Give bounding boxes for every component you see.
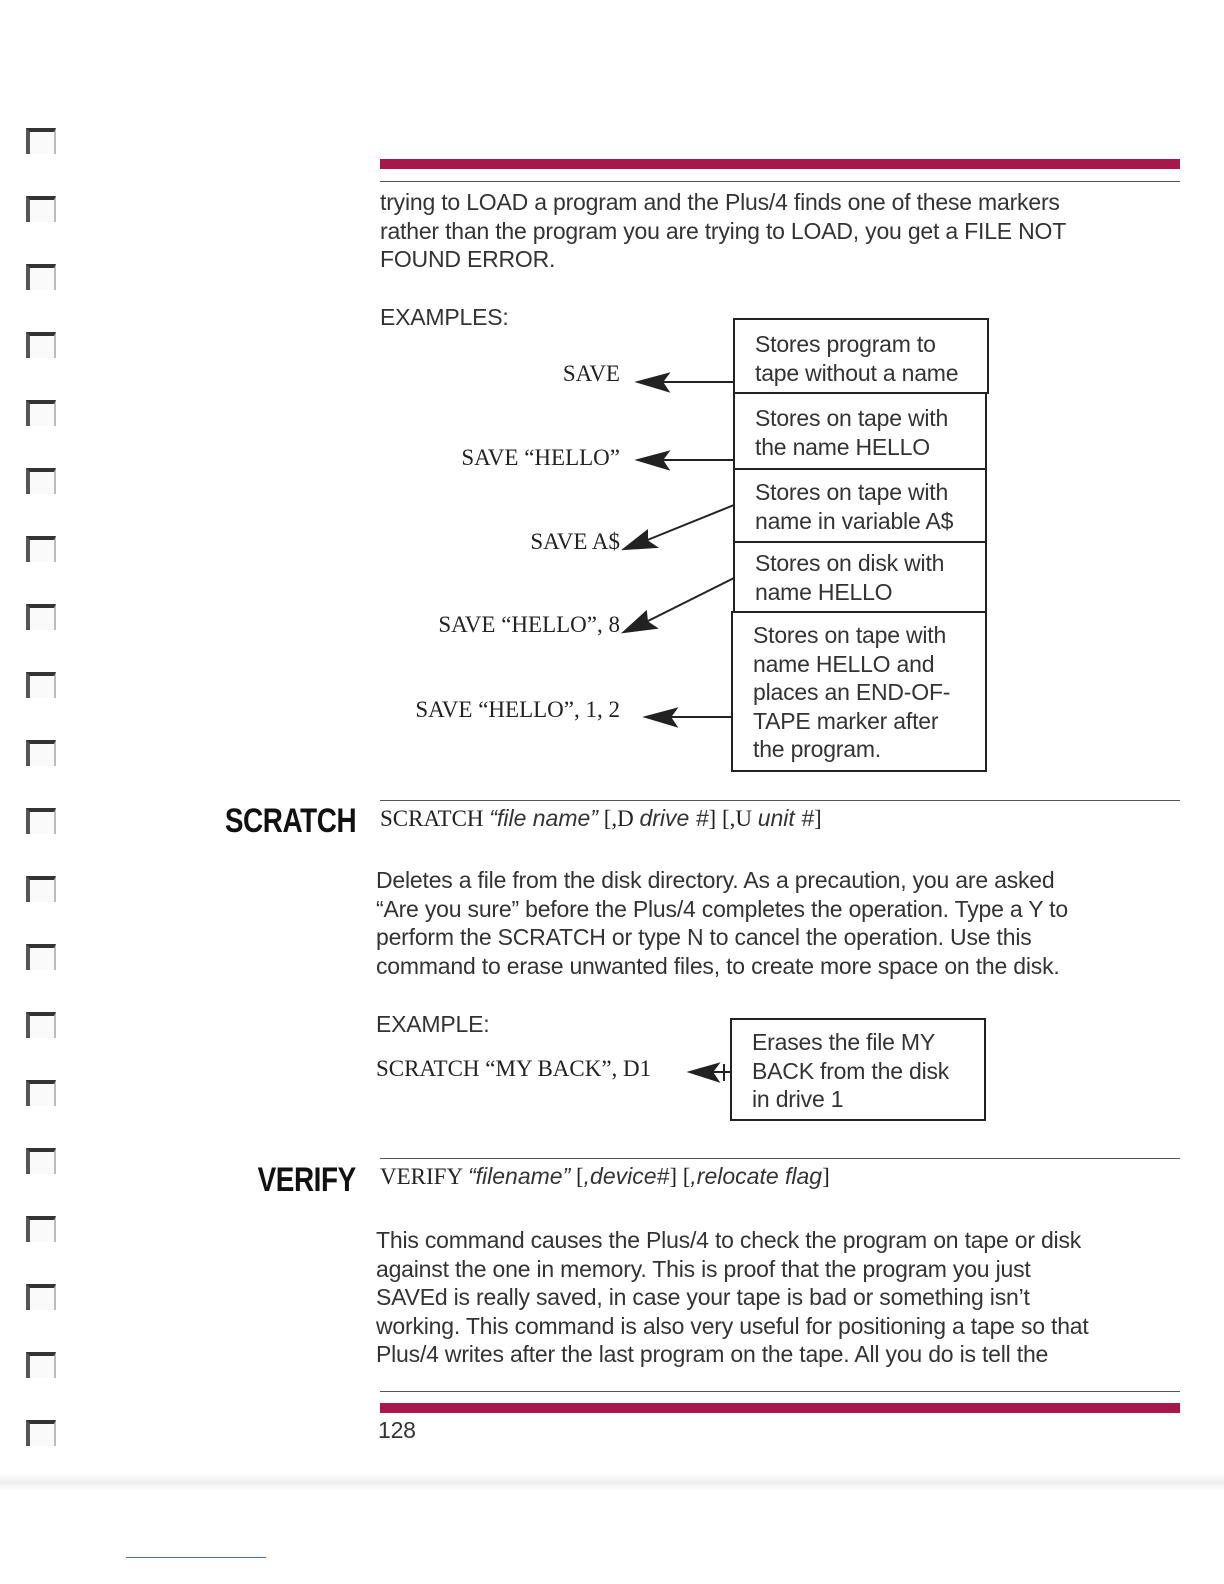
arrow-head <box>638 374 668 391</box>
arrow-head <box>646 709 676 726</box>
scratch-example-label: EXAMPLE: <box>376 1011 490 1037</box>
scratch-rule <box>380 800 1180 801</box>
save-example-command: SAVE <box>562 361 620 386</box>
arrow-head <box>638 452 668 469</box>
save-description-box: Stores on disk with name HELLO <box>733 541 987 613</box>
verify-description: This command causes the Plus/4 to check the program on tape or disk against the one in memory. This is proof that the program you just SAVEd is really saved, in case your tape is bad or something isn’t working. This command is also very useful for positioning a tape so that Plus/4 writes after the last program on the tape. All you do is tell the <box>376 1227 1089 1367</box>
scratch-example-note: Erases the file MY BACK from the disk in drive 1 <box>730 1018 986 1121</box>
verify-heading: VERIFY <box>257 1161 356 1199</box>
scratch-syntax: SCRATCH “file name” [,D drive #] [,U unit #] <box>380 805 822 831</box>
save-example-command: SAVE “HELLO”, 8 <box>438 612 620 637</box>
intro-paragraph: trying to LOAD a program and the Plus/4 finds one of these markers rather than the program you are trying to LOAD, you get a FILE NOT FOUND ERROR. <box>380 189 1067 272</box>
save-description-box: Stores on tape with name in variable A$ <box>733 468 987 543</box>
save-description-box: Stores program to tape without a name <box>733 318 989 394</box>
arrow-line <box>640 505 734 543</box>
examples-label: EXAMPLES: <box>380 304 509 330</box>
verify-syntax: VERIFY “filename” [,device#] [,relocate flag] <box>380 1163 830 1189</box>
save-example-command: SAVE “HELLO” <box>461 445 620 470</box>
save-example-command: SAVE A$ <box>530 529 620 554</box>
verify-rule <box>380 1158 1180 1159</box>
save-description-box: Stores on tape with the name HELLO <box>733 392 987 470</box>
arrow-head <box>624 612 656 632</box>
bottom-rule <box>380 1391 1180 1392</box>
scratch-heading: SCRATCH <box>224 802 356 840</box>
bottom-accent-bar <box>380 1403 1180 1413</box>
page-number: 128 <box>378 1417 416 1443</box>
scan-edge-shadow <box>0 1472 1224 1490</box>
scratch-example-command: SCRATCH “MY BACK”, D1 <box>376 1056 652 1081</box>
arrow-head <box>624 531 656 549</box>
scan-artifact-line <box>126 1557 266 1558</box>
save-example-command: SAVE “HELLO”, 1, 2 <box>415 697 620 722</box>
scratch-description: Deletes a file from the disk directory. As a precaution, you are asked “Are you sure” before the Plus/4 completes the operation. Type a Y to perform the SCRATCH or type N to cancel the operation. Use this command to erase unwanted files, to create more space on the disk. <box>376 867 1068 979</box>
arrow-line <box>640 578 734 625</box>
save-description-box: Stores on tape with name HELLO and places an END-OF- TAPE marker after the program. <box>731 611 987 772</box>
